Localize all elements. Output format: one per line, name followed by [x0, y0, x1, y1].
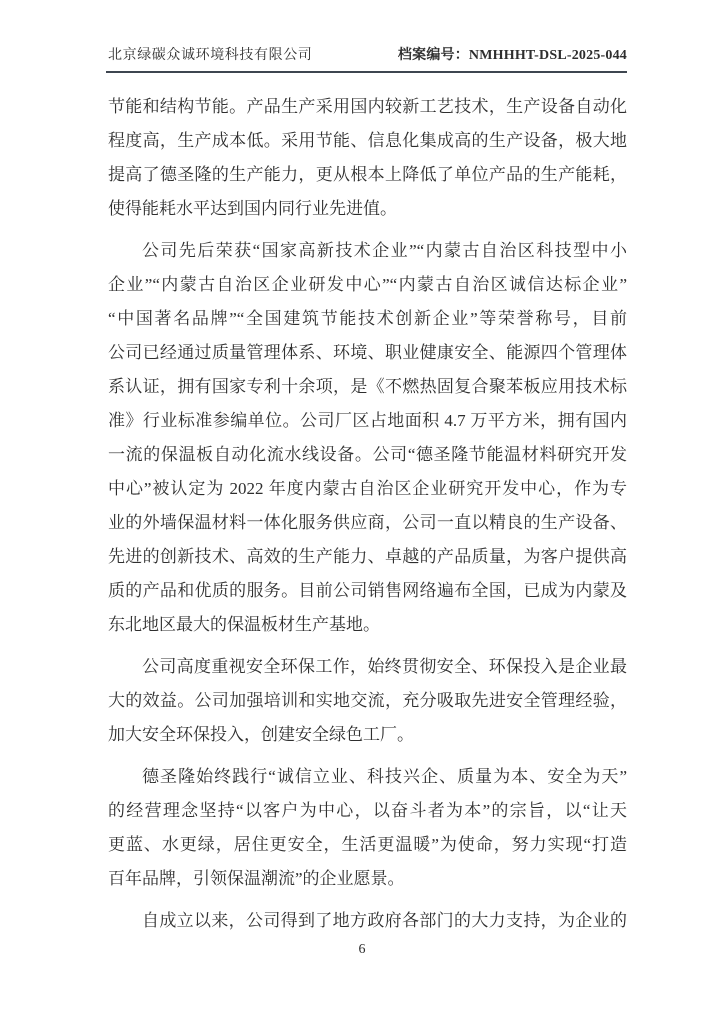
- text-line: 准》行业标准参编单位。公司厂区占地面积 4.7 万平方米，拥有国内: [108, 411, 627, 430]
- text-line: 业的外墙保温材料一体化服务供应商，公司一直以精良的生产设备、: [108, 513, 627, 532]
- page-footer: [0, 940, 724, 960]
- file-number-label: 档案编号：: [397, 48, 469, 63]
- text-line: 系认证，拥有国家专利十余项，是《不燃热固复合聚苯板应用技术标: [108, 377, 627, 396]
- page-number: 6: [358, 942, 366, 957]
- text-line: 提高了德圣隆的生产能力，更从根本上降低了单位产品的生产能耗，: [108, 165, 627, 184]
- text-line: 使得能耗水平达到国内同行业先进值。: [108, 199, 397, 218]
- text-line: 质的产品和优质的服务。目前公司销售网络遍布全国，已成为内蒙及: [108, 581, 627, 600]
- text-line: 公司高度重视安全环保工作，始终贯彻安全、环保投入是企业最: [142, 657, 627, 676]
- text-line: 加大安全环保投入，创建安全绿色工厂。: [108, 725, 414, 744]
- text-line: 东北地区最大的保温板材生产基地。: [108, 615, 380, 634]
- text-line: 先进的创新技术、高效的生产能力、卓越的产品质量，为客户提供高: [108, 547, 627, 566]
- body-paragraph: [108, 760, 627, 896]
- text-line: 大的效益。公司加强培训和实地交流，充分吸取先进安全管理经验，: [108, 691, 627, 710]
- text-line: “中国著名品牌”“全国建筑节能技术创新企业”等荣誉称号，目前: [108, 309, 627, 328]
- header-company-name: 北京绿碳众诚环境科技有限公司: [108, 48, 313, 63]
- body-paragraph: [108, 904, 627, 938]
- header-file-number: [398, 46, 627, 66]
- text-line: 企业”“内蒙古自治区企业研发中心”“内蒙古自治区诚信达标企业”: [108, 275, 627, 294]
- text-line: 德圣隆始终践行“诚信立业、科技兴企、质量为本、安全为天”: [142, 767, 627, 786]
- body-paragraph: [108, 90, 627, 226]
- text-line: 的经营理念坚持“以客户为中心，以奋斗者为本”的宗旨，以“让天: [108, 801, 627, 820]
- text-line: 程度高，生产成本低。采用节能、信息化集成高的生产设备，极大地: [108, 131, 627, 150]
- text-line: 公司先后荣获“国家高新技术企业”“内蒙古自治区科技型中小: [142, 241, 627, 260]
- text-line: 公司已经通过质量管理体系、环境、职业健康安全、能源四个管理体: [108, 343, 627, 362]
- text-line: 更蓝、水更绿，居住更安全，生活更温暖”为使命，努力实现“打造: [108, 835, 627, 854]
- text-line: 中心”被认定为 2022 年度内蒙古自治区企业研究开发中心，作为专: [108, 479, 627, 498]
- document-body: [108, 90, 627, 938]
- text-line: 一流的保温板自动化流水线设备。公司“德圣隆节能温材料研究开发: [108, 445, 627, 464]
- body-paragraph: [108, 234, 627, 642]
- file-number-value: NMHHHT-DSL-2025-044: [468, 48, 627, 63]
- body-paragraph: [108, 650, 627, 752]
- text-line: 自成立以来，公司得到了地方政府各部门的大力支持，为企业的: [142, 911, 627, 930]
- text-line: 节能和结构节能。产品生产采用国内较新工艺技术，生产设备自动化: [108, 97, 627, 116]
- header-divider-rule: [106, 71, 627, 73]
- page-header: [108, 46, 627, 66]
- text-line: 百年品牌，引领保温潮流”的企业愿景。: [108, 869, 405, 888]
